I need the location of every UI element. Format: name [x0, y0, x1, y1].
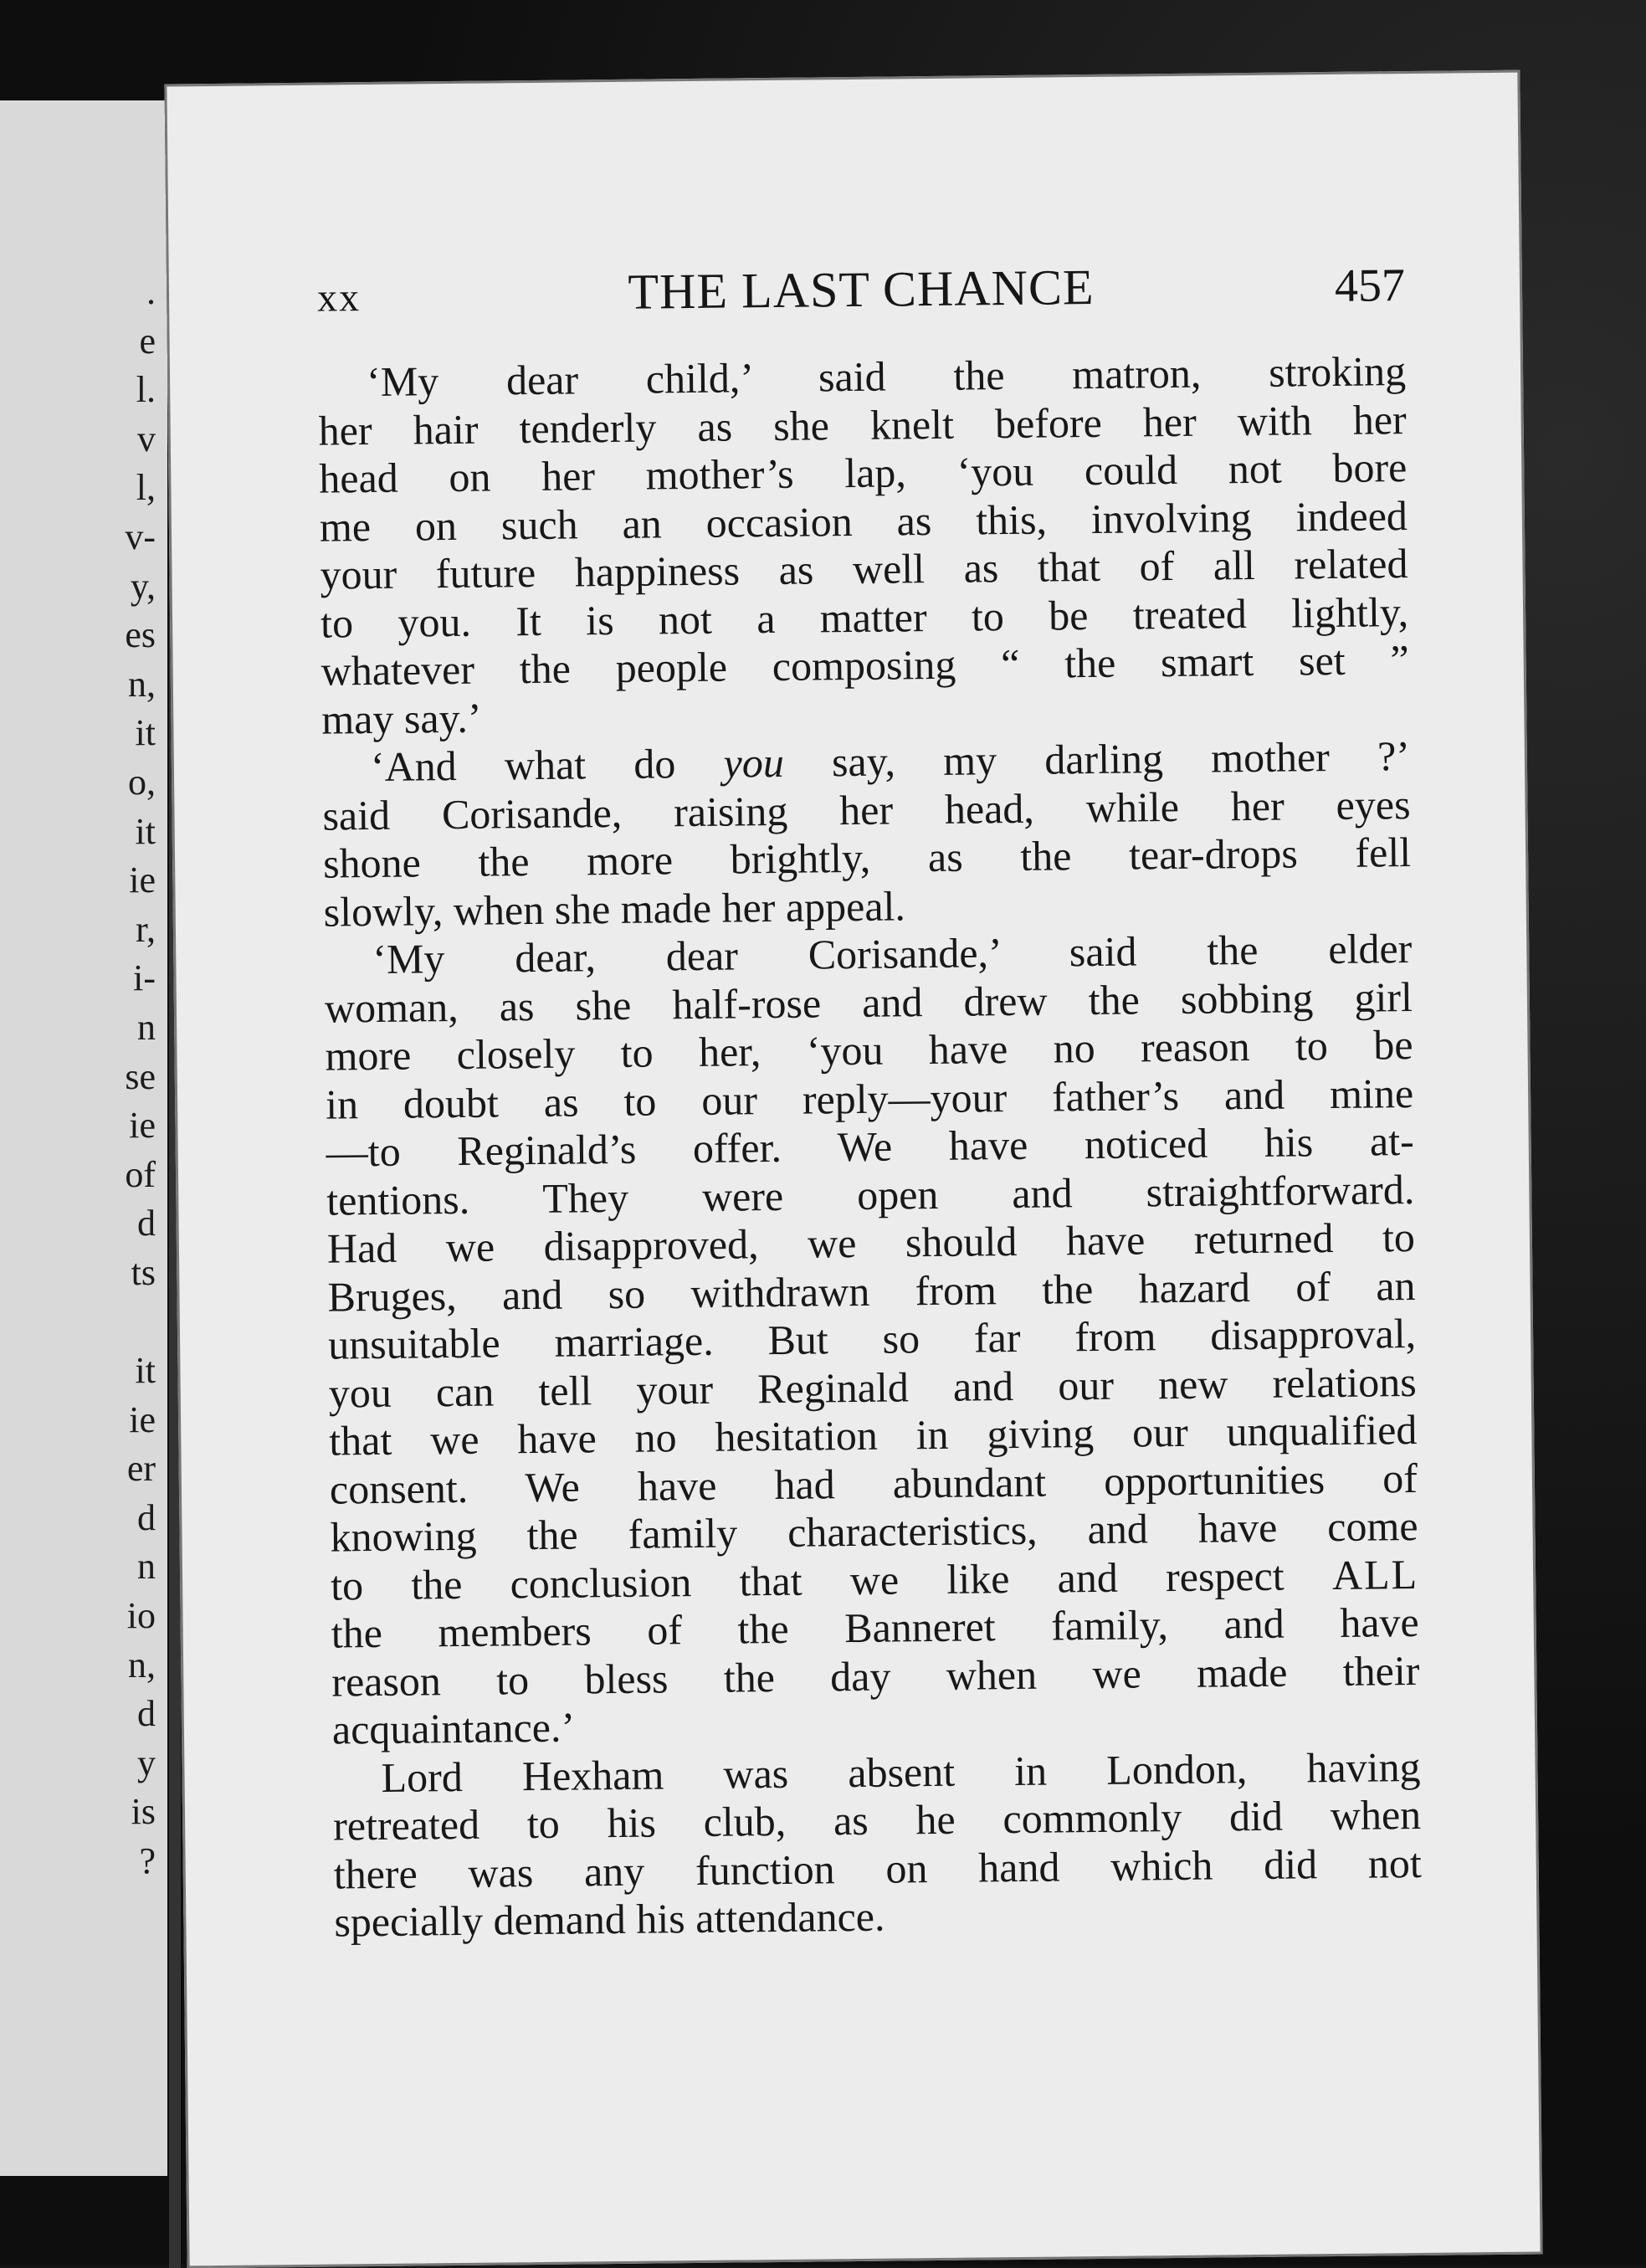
- text-line: Had we disapproved, we should have returned to: [326, 1213, 1416, 1272]
- text-line: Lord Hexham was absent in London, having: [381, 1742, 1421, 1801]
- chapter-number: xx: [316, 275, 362, 321]
- text-line: to the conclusion that we like and respect ALL: [330, 1550, 1419, 1609]
- facing-page-fragment: o,: [128, 761, 156, 803]
- text-line: retreated to his club, as he commonly did when: [332, 1790, 1422, 1850]
- text-line: consent. We have had abundant opportunities of: [329, 1454, 1418, 1513]
- facing-page-fragment: n,: [128, 1644, 156, 1686]
- text-line: that we have no hesitation in giving our unqualified: [329, 1405, 1418, 1465]
- text-line: unsuitable marriage. But so far from disapproval,: [327, 1309, 1417, 1368]
- text-line: you can tell your Reginald and our new relations: [328, 1357, 1417, 1417]
- facing-page-fragment: y: [137, 1742, 156, 1783]
- facing-page-fragment: .: [146, 271, 156, 312]
- facing-page-fragment: se: [125, 1055, 156, 1097]
- facing-page-edge: [0, 100, 167, 2176]
- facing-page-fragment: r,: [136, 908, 156, 950]
- facing-page-fragment: d: [137, 1496, 156, 1538]
- facing-page-fragment: ie: [129, 859, 156, 901]
- facing-page-fragment: it: [135, 1350, 156, 1392]
- text-line: specially demand his attendance.: [334, 1892, 885, 1946]
- text-line: the members of the Banneret family, and have: [331, 1598, 1419, 1657]
- facing-page-fragment: is: [131, 1791, 156, 1833]
- text-line: head on her mother’s lap, ‘you could not bore: [319, 444, 1408, 502]
- text-line: me on such an occasion as this, involving indeed: [319, 491, 1408, 551]
- text-line: ‘My dear child,’ said the matron, stroking: [366, 347, 1407, 406]
- facing-page-fragment: ts: [131, 1251, 156, 1293]
- text-line: —to Reginald’s offer. We have noticed his at-: [326, 1116, 1414, 1176]
- text-line: Bruges, and so withdrawn from the hazard of an: [327, 1261, 1416, 1321]
- text-line: woman, as she half-rose and drew the sobbing girl: [324, 972, 1413, 1032]
- text-line: whatever the people composing “ the smart set ”: [320, 636, 1409, 695]
- facing-page-fragment: d: [137, 1203, 156, 1244]
- body-text: [318, 347, 1423, 1947]
- text-line: there was any function on hand which did not: [333, 1839, 1423, 1898]
- facing-page-text-fragments: [105, 268, 156, 1886]
- facing-page-fragment: ie: [129, 1398, 156, 1440]
- text-line: your future happiness as well as that of all related: [320, 540, 1408, 598]
- facing-page-fragment: n: [137, 1546, 156, 1588]
- text-line: knowing the family characteristics, and have come: [330, 1501, 1418, 1561]
- text-line: her hair tenderly as she knelt before her with her: [318, 395, 1407, 454]
- facing-page-fragment: it: [135, 810, 156, 852]
- facing-page-fragment: i-: [133, 957, 156, 999]
- page-number: 457: [1334, 259, 1406, 312]
- facing-page-fragment: ?: [139, 1840, 156, 1881]
- running-head: [317, 255, 1406, 334]
- facing-page-fragment: v: [137, 418, 156, 459]
- text-line: may say.’: [321, 694, 482, 743]
- facing-page-fragment: n: [137, 1006, 156, 1048]
- facing-page-fragment: ie: [129, 1105, 156, 1147]
- text-line: more closely to her, ‘you have no reason to be: [325, 1020, 1413, 1080]
- text-line: ‘My dear, dear Corisande,’ said the elder: [372, 924, 1413, 983]
- facing-page-fragment: v-: [125, 516, 156, 557]
- text-line: shone the more brightly, as the tear-drops fell: [322, 829, 1412, 887]
- facing-page-fragment: of: [125, 1153, 156, 1195]
- text-line: in doubt as to our reply—your father’s and mine: [325, 1069, 1414, 1128]
- facing-page-fragment: l.: [136, 369, 156, 411]
- facing-page-fragment: e: [139, 320, 156, 362]
- facing-page-fragment: y,: [130, 565, 156, 607]
- facing-page-fragment: d: [137, 1693, 156, 1735]
- facing-page-fragment: io: [126, 1595, 156, 1637]
- facing-page-fragment: n,: [128, 663, 156, 705]
- facing-page-fragment: es: [125, 614, 156, 656]
- text-line: slowly, when she made her appeal.: [323, 881, 906, 936]
- facing-page-fragment: it: [135, 712, 156, 754]
- text-line: tentions. They were open and straightforward.: [326, 1165, 1415, 1224]
- facing-page-fragment: l,: [136, 467, 156, 509]
- book-page: [164, 70, 1542, 2268]
- text-line: to you. It is not a matter to be treated lightly,: [320, 588, 1409, 647]
- text-line: ‘And what do you say, my darling mother ?’: [370, 732, 1411, 791]
- text-line: acquaintance.’: [331, 1703, 576, 1753]
- text-line: said Corisande, raising her head, while her eyes: [322, 780, 1411, 839]
- facing-page-fragment: er: [126, 1448, 156, 1490]
- running-title: THE LAST CHANCE: [628, 259, 1095, 320]
- text-line: reason to bless the day when we made their: [331, 1646, 1420, 1706]
